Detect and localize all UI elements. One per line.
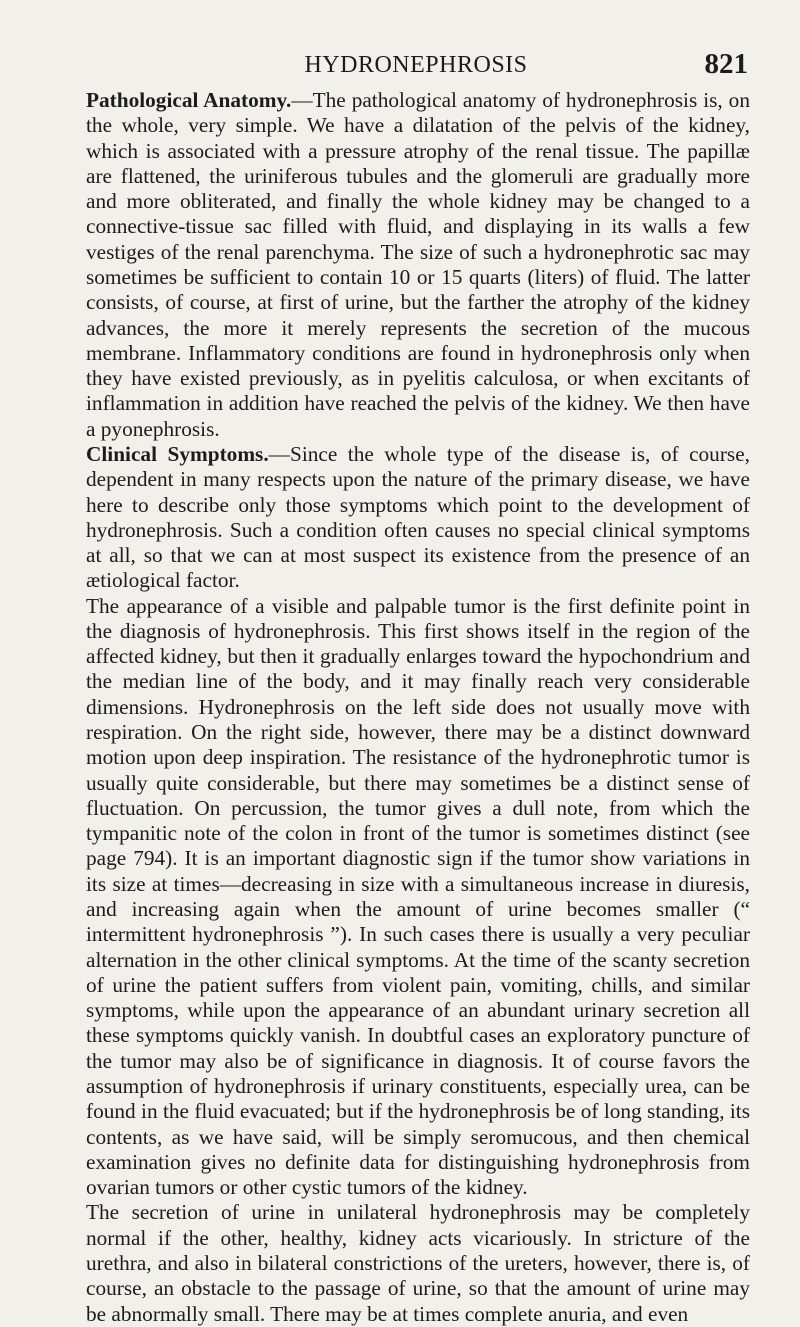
paragraph-text: —Since the whole type of the disease is, of course, dependent in many respects upon the nature of the primary disease, we have here to describe only those symptoms which point to the development of hydronephrosis. Such a condition often causes no special clinical symptoms at all, so that we can at most suspect its existence from the presence of an ætiological factor.	[86, 441, 750, 593]
paragraph-clinical-symptoms	[86, 442, 750, 594]
paragraph-urine-secretion	[86, 1200, 750, 1326]
paragraph-tumor-diagnosis	[86, 594, 750, 1201]
page-number: 821	[704, 48, 748, 80]
paragraph-text: The secretion of urine in unilateral hydronephrosis may be completely normal if the other, healthy, kidney acts vicariously. In stricture of the urethra, and also in bilateral constrictions of the ureters, however, there is, of course, an obstacle to the passage of urine, so that the amount of urine may be abnormally small. There may be at times complete anuria, and even	[86, 1200, 750, 1326]
section-heading: Pathological Anatomy.	[86, 88, 292, 112]
page-header	[84, 44, 748, 84]
paragraph-text: —The pathological anatomy of hydronephrosis is, on the whole, very simple. We have a dilatation of the pelvis of the kidney, which is associated with a pressure atrophy of the renal tissue. The papillæ are flattened, the uriniferous tubules and the glomeruli are gradually more and more obliterated, and finally the whole kidney may be changed to a connective-tissue sac filled with fluid, and displaying in its walls a few vestiges of the renal parenchyma. The size of such a hydronephrotic sac may sometimes be sufficient to contain 10 or 15 quarts (liters) of fluid. The latter consists, of course, at first of urine, but the farther the atrophy of the kidney advances, the more it merely represents the secretion of the mucous membrane. Inflammatory conditions are found in hydronephrosis only when they have existed previously, as in pyelitis calculosa, or when excitants of inflammation in addition have reached the pelvis of the kidney. We then have a pyonephrosis.	[86, 88, 750, 441]
running-head: HYDRONEPHROSIS	[304, 52, 528, 78]
paragraph-pathological-anatomy	[86, 88, 750, 442]
body-text	[86, 88, 750, 1327]
paragraph-text: The appearance of a visible and palpable tumor is the first definite point in the diagnosis of hydronephrosis. This first shows itself in the region of the affected kidney, but then it gradually enlarges toward the hypochondrium and the median line of the body, and it may finally reach very considerable dimensions. Hydronephrosis on the left side does not usually move with respiration. On the right side, however, there may be a distinct downward motion upon deep inspiration. The resistance of the hydronephrotic tumor is usually quite considerable, but there may sometimes be a distinct sense of fluctuation. On percussion, the tumor gives a dull note, from which the tympanitic note of the colon in front of the tumor is sometimes distinct (see page 794). It is an important diagnostic sign if the tumor show variations in its size at times—decreasing in size with a simultaneous increase in diuresis, and increasing again when the amount of urine becomes smaller (“ intermittent hydronephrosis ”). In such cases there is usually a very peculiar alternation in the other clinical symptoms. At the time of the scanty secretion of urine the patient suffers from violent pain, vomiting, chills, and similar symptoms, while upon the appearance of an abundant urinary secretion all these symptoms quickly vanish. In doubtful cases an exploratory puncture of the tumor may also be of significance in diagnosis. It of course favors the assumption of hydronephrosis if urinary constituents, especially urea, can be found in the fluid evacuated; but if the hydronephrosis be of long standing, its contents, as we have said, will be simply seromucous, and then chemical examination gives no definite data for distinguishing hydronephrosis from ovarian tumors or other cystic tumors of the kidney.	[86, 593, 750, 1200]
section-heading: Clinical Symptoms.	[86, 441, 269, 466]
